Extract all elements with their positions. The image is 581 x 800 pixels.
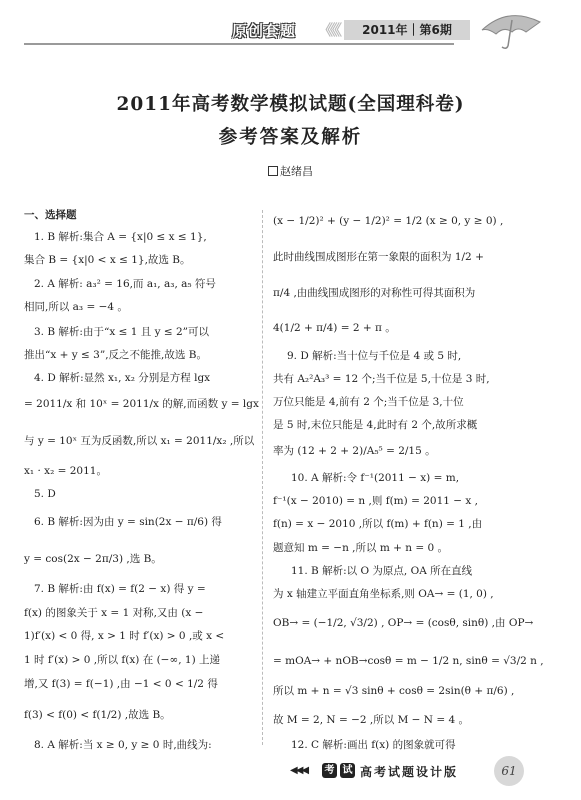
answer-line: 1. B 解析:集合 A = {x|0 ≤ x ≤ 1}, — [34, 231, 207, 243]
answer-line: f⁻¹(x − 2010) = n ,则 f(m) = 2011 − x , — [273, 495, 478, 507]
answer-line: 增,又 f(3) = f(−1) ,由 −1 < 0 < 1/2 得 — [24, 678, 218, 690]
answer-line: 10. A 解析:令 f⁻¹(2011 − x) = m, — [291, 472, 460, 484]
page-number: 61 — [494, 756, 524, 786]
page-header — [0, 0, 581, 52]
answer-line: 4(1/2 + π/4) = 2 + π 。 — [273, 322, 396, 334]
footer-char-box: 试 — [340, 763, 355, 778]
answer-line: 万位只能是 4,前有 2 个;当千位是 3,十位 — [273, 396, 464, 408]
answer-line: 集合 B = {x|0 < x ≤ 1},故选 B。 — [24, 254, 191, 266]
answer-line: y = cos(2x − 2π/3) ,选 B。 — [24, 553, 162, 565]
page-footer — [290, 760, 530, 786]
answer-line: 1 时 f′(x) > 0 ,所以 f(x) 在 (−∞, 1) 上递 — [24, 654, 221, 666]
answer-line: OB→ = (−1/2, √3/2) , OP→ = (cosθ, sinθ) ,由 OP→ — [273, 617, 534, 629]
answer-line: f(3) < f(0) < f(1/2) ,故选 B。 — [24, 709, 171, 721]
answer-line: 9. D 解析:当十位与千位是 4 或 5 时, — [287, 350, 462, 362]
author-box-icon — [268, 166, 278, 176]
answer-line: 11. B 解析:以 O 为原点, OA 所在直线 — [291, 565, 473, 577]
author-line — [0, 163, 581, 179]
issue-label: 2011年｜第6期 — [344, 20, 470, 40]
answer-line: = 2011/x 和 10ˣ = 2011/x 的解,而函数 y = lgx — [24, 398, 259, 410]
umbrella-icon — [478, 6, 544, 50]
answer-line: 率为 (12 + 2 + 2)/A₅⁵ = 2/15 。 — [273, 445, 436, 457]
answer-line: x₁ · x₂ = 2011。 — [24, 465, 107, 477]
answer-line: 2. A 解析: a₃² = 16,而 a₁, a₃, a₅ 符号 — [34, 278, 216, 290]
answer-line: 故 M = 2, N = −2 ,所以 M − N = 4 。 — [273, 714, 469, 726]
answer-line: 为 x 轴建立平面直角坐标系,则 OA→ = (1, 0) , — [273, 588, 494, 600]
answer-line: 3. B 解析:由于“x ≤ 1 且 y ≤ 2”可以 — [34, 326, 210, 338]
footer-title: 高考试题设计版 — [360, 765, 459, 779]
answer-line: 相同,所以 a₃ = −4 。 — [24, 301, 128, 313]
answer-line: 是 5 时,末位只能是 4,此时有 2 个,故所求概 — [273, 419, 478, 431]
answer-line: π/4 ,由曲线围成图形的对称性可得其面积为 — [273, 287, 476, 299]
answer-line: 4. D 解析:显然 x₁, x₂ 分别是方程 lgx — [34, 372, 211, 384]
section-heading: 一、选择题 — [24, 209, 77, 221]
arrow-left-icon: ◀◀◀ — [290, 765, 308, 776]
answer-line: = mOA→ + nOB→cosθ = m − 1/2 n, sinθ = √3/2 n , — [273, 655, 544, 667]
answer-line: 6. B 解析:因为由 y = sin(2x − π/6) 得 — [34, 516, 222, 528]
chevron-icon: 《《《 — [318, 21, 340, 39]
answer-line: 7. B 解析:由 f(x) = f(2 − x) 得 y = — [34, 583, 206, 595]
author-name: 赵绪昌 — [280, 165, 313, 178]
answer-line: 此时曲线围成图形在第一象限的面积为 1/2 + — [273, 251, 484, 263]
answer-line: 8. A 解析:当 x ≥ 0, y ≥ 0 时,曲线为: — [34, 739, 212, 751]
answer-line: (x − 1/2)² + (y − 1/2)² = 1/2 (x ≥ 0, y ≥ 0) , — [273, 215, 504, 227]
answer-line: 推出“x + y ≤ 3”,反之不能推,故选 B。 — [24, 349, 207, 361]
answer-line: 题意知 m = −n ,所以 m + n = 0 。 — [273, 542, 449, 554]
article-title: 2011年高考数学模拟试题(全国理科卷) — [116, 94, 465, 115]
answer-line: 1)f′(x) < 0 得, x > 1 时 f′(x) > 0 ,或 x < — [24, 630, 225, 642]
answer-line: 所以 m + n = √3 sinθ + cosθ = 2sin(θ + π/6) , — [273, 685, 515, 697]
article-subtitle: 参考答案及解析 — [218, 127, 363, 148]
header-rule — [24, 43, 454, 45]
answer-line: f(n) = x − 2010 ,所以 f(m) + f(n) = 1 ,由 — [273, 518, 483, 530]
answer-line: 12. C 解析:画出 f(x) 的图象就可得 — [291, 739, 456, 751]
answer-line: f(x) 的图象关于 x = 1 对称,又由 (x − — [24, 607, 204, 619]
column-brand: 原创套题 — [232, 22, 297, 40]
answer-line: 与 y = 10ˣ 互为反函数,所以 x₁ = 2011/x₂ ,所以 — [24, 435, 255, 447]
column-divider — [262, 210, 263, 745]
footer-char-box: 考 — [322, 763, 337, 778]
answer-line: 共有 A₂²A₃³ = 12 个;当千位是 5,十位是 3 时, — [273, 373, 490, 385]
answer-line: 5. D — [34, 488, 56, 500]
